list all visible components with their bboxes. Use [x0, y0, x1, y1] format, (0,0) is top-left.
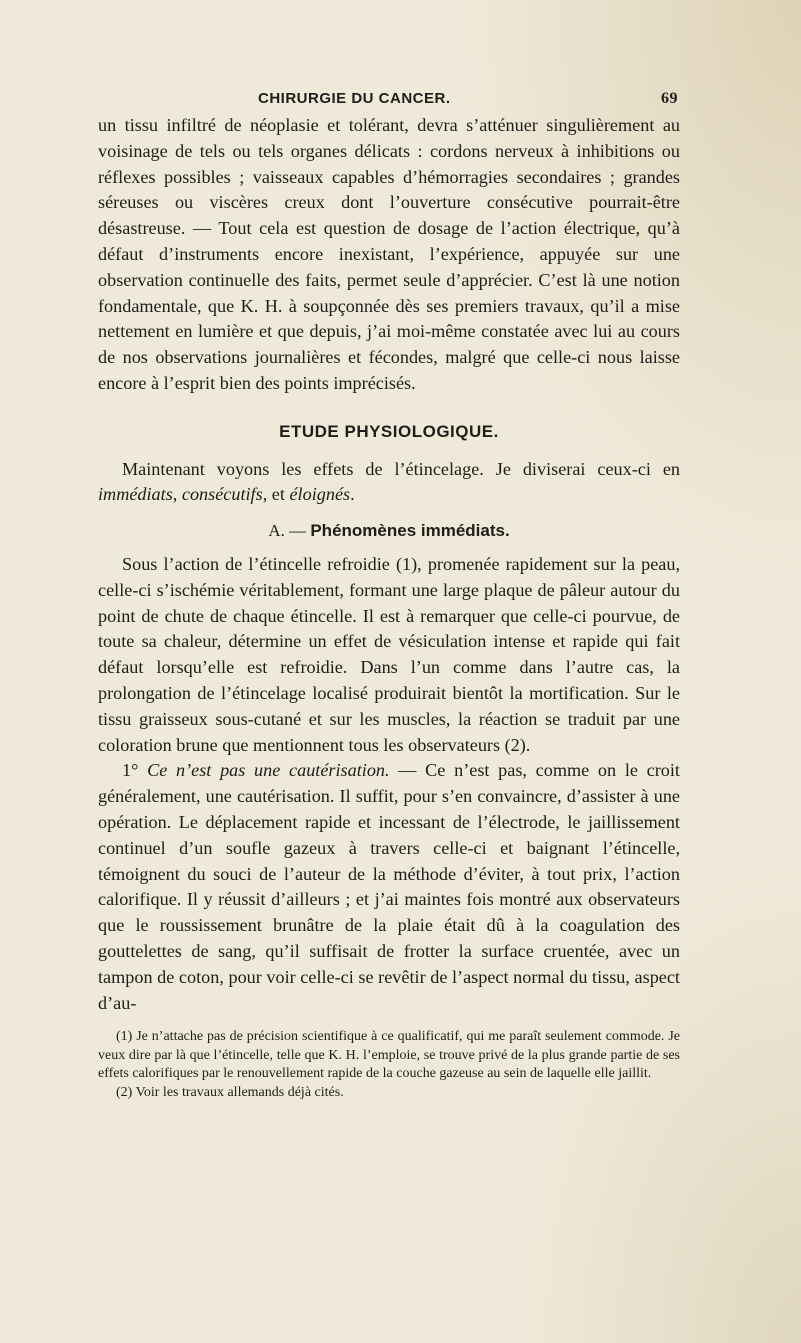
intro-separator: , et: [262, 484, 290, 505]
section-intro-paragraph: [98, 457, 680, 509]
intro-end: .: [350, 484, 355, 505]
category-immediate: immédiats: [98, 484, 173, 505]
footnotes: [98, 1028, 680, 1102]
paragraph-continued: un tissu infiltré de néoplasie et tolérant, devra s’atténuer singulièrement au voisinage de tels ou tels organes délicats : cordons nerveux à inhibitions ou réflexes possibles ; vaisseaux capables d’hémorragies secondaires ; grandes séreuses ou viscères creux dont l’ouverture consécutive pourrait-être désastreuse. — Tout cela est question de dosage de l’action électrique, qu’à défaut d’instruments encore inexistant, l’expérience, appuyée sur une observation continuelle des faits, permet seule d’apprécier. C’est là une notion fondamentale, que K. H. à soupçonnée dès ses premiers travaux, qu’il a mise nettement en lumière et que depuis, j’ai moi-même constatée avec lui au cours de nos observations journalières et fécondes, malgré que celle-ci nous laisse encore à l’esprit bien des points imprécisés.: [98, 115, 680, 393]
point-title: Ce n’est pas une cautérisation.: [147, 760, 390, 781]
point-label: 1°: [122, 760, 148, 781]
subsection-title: Phénomènes immédiats.: [310, 521, 510, 541]
subsection-heading: [98, 518, 680, 544]
running-head: CHIRURGIE DU CANCER.: [258, 90, 451, 107]
paragraph-not-cauterization: [98, 758, 680, 1016]
intro-separator: ,: [172, 484, 182, 505]
footnote-2: (2) Voir les travaux allemands déjà cités.: [116, 1085, 344, 1101]
page-header: [258, 86, 678, 110]
paragraph-spark-action: Sous l’action de l’étincelle refroidie (1), promenée rapidement sur la peau, celle-ci s’ischémie véritablement, formant une large plaque de pâleur autour du point de chute de chaque étincelle. Il est à remarquer que celle-ci pourvue, de toute sa chaleur, détermine un effet de vésiculation intense et rapide qui fait défaut lorsqu’elle est refroidie. Dans l’un comme dans l’autre cas, la prolongation de l’étincelage localisé produirait bientôt la mortification. Sur le tissu graisseux sous-cutané et sur les muscles, la réaction se traduit par une coloration brune que mentionnent tous les observateurs (2).: [98, 553, 680, 755]
page-body: [98, 113, 680, 1103]
category-distant: éloignés: [289, 484, 351, 505]
point-text: — Ce n’est pas, comme on le croit généralement, une cautérisation. Il suffit, pour s’en convaincre, d’assister à une opération. Le déplacement rapide et incessant de l’électrode, le jaillissement continuel d’un soufle gazeux à travers celle-ci et baignant l’étincelle, témoignent du souci de l’auteur de la méthode d’éviter, à tout prix, l’action calorifique. Il y réussit d’ailleurs ; et j’ai maintes fois montré aux observateurs que le roussissement brunâtre de la plaie était dû à la coagulation des gouttelettes de sang, qu’il suffisait de frotter la surface cruentée, avec un tampon de coton, pour voir celle-ci se revêtir de l’aspect normal du tissu, aspect d’au-: [98, 760, 680, 1013]
subsection-label: A. —: [268, 521, 311, 541]
category-consecutive: consécutifs: [181, 484, 263, 505]
intro-text: Maintenant voyons les effets de l’étincelage. Je diviserai ceux-ci en: [122, 458, 680, 479]
footnote-1: (1) Je n’attache pas de précision scientifique à ce qualificatif, qui me paraît seulement commode. Je veux dire par là que l’étincelle, telle que K. H. l’emploie, se trouve privé de la plus grande partie de ses effets calorifiques par le renouvellement rapide de la couche gazeuse au sein de laquelle elle jaillit.: [98, 1029, 680, 1082]
page-number: 69: [661, 90, 678, 107]
section-heading: ETUDE PHYSIOLOGIQUE.: [279, 421, 499, 441]
